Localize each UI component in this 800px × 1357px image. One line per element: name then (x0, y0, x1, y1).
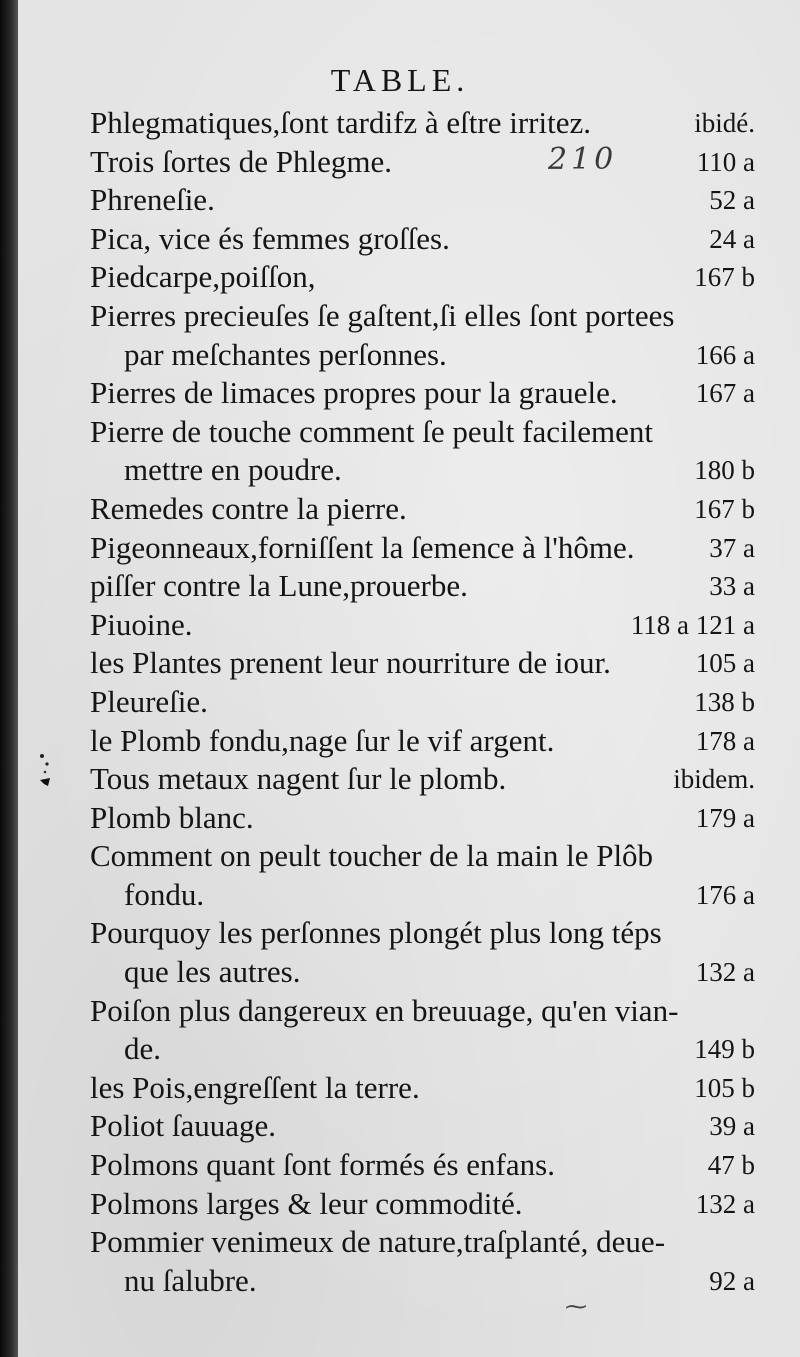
index-entry-continuation-line (90, 1030, 755, 1069)
margin-ink-mark-icon (36, 750, 54, 800)
index-entry-line (90, 490, 755, 529)
index-entry (90, 1069, 755, 1108)
index-entry-line (90, 1107, 755, 1146)
index-entry-line (90, 644, 755, 683)
index-entry-continuation-line (90, 1262, 755, 1301)
index-entry-line (90, 258, 755, 297)
index-entry-line (90, 220, 755, 259)
index-entry (90, 220, 755, 259)
index-entry-line (90, 837, 755, 876)
page-reference: 176 a (695, 879, 755, 910)
entry-text: Pourquoy les perſonnes plongét plus long téps (90, 915, 662, 951)
page-reference: 110 a (696, 146, 755, 177)
entry-text: mettre en poudre. (124, 452, 342, 488)
index-entry-line (90, 1069, 755, 1108)
page-reference: 179 a (695, 802, 755, 833)
index-entry-continuation-line (90, 876, 755, 915)
entry-text: Pleureſie. (90, 683, 208, 719)
entry-text: par meſchantes perſonnes. (124, 336, 447, 372)
index-entry-line (90, 374, 755, 413)
index-entry (90, 722, 755, 761)
entry-text: Phlegmatiques,ſont tardifz à eſtre irritez. (90, 105, 591, 140)
entry-text: Pierre de touche comment ſe peult facilement (90, 413, 653, 449)
entry-text: les Plantes prenent leur nourriture de iour. (90, 645, 611, 681)
entry-text: Tous metaux nagent ſur le plomb. (90, 761, 507, 797)
entry-text: Pigeonneaux,forniſſent la ſemence à l'hôme. (90, 529, 635, 565)
entry-text: Pierres precieuſes ſe gaſtent,ſi elles ſont portees (90, 297, 675, 333)
entry-text: Comment on peult toucher de la main le Plôb (90, 838, 654, 874)
entry-text: Piedcarpe,poiſſon, (90, 259, 316, 295)
index-entry (90, 1223, 755, 1300)
page-reference: ibidem. (673, 764, 755, 795)
entry-text: de. (124, 1031, 162, 1067)
index-entry-line (90, 606, 755, 645)
index-entry (90, 992, 755, 1069)
index-entry (90, 644, 755, 683)
index-entry-list (90, 104, 755, 1300)
handwritten-note: 210 (548, 142, 618, 177)
entry-text: Phreneſie. (90, 182, 215, 218)
entry-text: Polmons larges & leur commodité. (90, 1185, 523, 1221)
entry-text: nu ſalubre. (124, 1262, 257, 1298)
entry-text: Remedes contre la pierre. (90, 490, 407, 526)
page-reference: 167 b (694, 493, 755, 524)
index-entry (90, 760, 755, 799)
page-reference: 105 a (695, 648, 755, 679)
entry-text: Piuoine. (90, 606, 193, 642)
index-entry-line (90, 181, 755, 220)
index-entry-line (90, 722, 755, 761)
index-entry-line (90, 1223, 755, 1262)
index-entry (90, 1185, 755, 1224)
index-entry-line (90, 683, 755, 722)
entry-text: Trois ſortes de Phlegme. (90, 143, 392, 179)
index-entry-line (90, 143, 755, 182)
index-entry-continuation-line (90, 336, 755, 375)
footer-catchmark: ⁓ (565, 1295, 587, 1320)
page-reference: 132 a (695, 957, 755, 988)
page-reference: 52 a (709, 185, 755, 216)
index-entry-line (90, 992, 755, 1031)
index-entry-line (90, 529, 755, 568)
index-entry-line (90, 297, 755, 336)
index-entry (90, 837, 755, 914)
entry-text: Plomb blanc. (90, 799, 254, 835)
index-entry (90, 1107, 755, 1146)
page-reference: 149 b (694, 1034, 755, 1065)
page-reference: 92 a (709, 1265, 755, 1296)
index-entry (90, 104, 755, 143)
index-entry (90, 143, 755, 182)
page-reference: 47 b (707, 1150, 755, 1181)
entry-text: Polmons quant ſont formés és enfans. (90, 1147, 555, 1183)
page-reference: ibidé. (694, 108, 755, 138)
index-entry-continuation-line (90, 451, 755, 490)
index-entry-line (90, 1146, 755, 1185)
entry-text: Pica, vice és femmes groſſes. (90, 220, 450, 256)
index-entry-line (90, 760, 755, 799)
index-entry (90, 799, 755, 838)
index-entry (90, 413, 755, 490)
entry-text: que les autres. (124, 954, 301, 990)
page-reference: 138 b (694, 686, 755, 717)
book-spine-shadow (0, 0, 18, 1357)
index-entry (90, 1146, 755, 1185)
entry-text: fondu. (124, 876, 205, 912)
entry-text: Poiſon plus dangereux en breuuage, qu'en vian- (90, 992, 679, 1028)
index-entry-line (90, 104, 755, 143)
page-reference: 33 a (709, 571, 755, 602)
page-reference: 37 a (709, 532, 755, 563)
entry-text: Pommier venimeux de nature,traſplanté, deue- (90, 1224, 666, 1260)
index-entry (90, 258, 755, 297)
index-entry (90, 529, 755, 568)
entry-text: piſſer contre la Lune,prouerbe. (90, 568, 468, 604)
index-entry (90, 606, 755, 645)
index-entry-continuation-line (90, 953, 755, 992)
index-entry-line (90, 567, 755, 606)
index-entry-line (90, 914, 755, 953)
index-entry (90, 374, 755, 413)
page-reference: 24 a (709, 223, 755, 254)
index-entry-line (90, 799, 755, 838)
page-reference: 132 a (695, 1188, 755, 1219)
index-entry (90, 181, 755, 220)
index-entry-line (90, 413, 755, 452)
entry-text: Pierres de limaces propres pour la grauele. (90, 375, 618, 411)
index-entry (90, 297, 755, 374)
page-reference: 166 a (695, 339, 755, 370)
page-reference: 180 b (694, 455, 755, 486)
page-reference: 105 b (694, 1072, 755, 1103)
index-entry (90, 567, 755, 606)
index-entry (90, 914, 755, 991)
index-entry (90, 683, 755, 722)
page-reference: 167 a (695, 378, 755, 409)
page-reference: 118 a 121 a (630, 609, 755, 640)
page-reference: 39 a (709, 1111, 755, 1142)
page-title: TABLE. (330, 62, 470, 98)
index-entry-line (90, 1185, 755, 1224)
entry-text: les Pois,engreſſent la terre. (90, 1069, 420, 1105)
index-entry (90, 490, 755, 529)
entry-text: le Plomb fondu,nage ſur le vif argent. (90, 722, 555, 758)
page-reference: 167 b (694, 262, 755, 293)
page-reference: 178 a (695, 725, 755, 756)
entry-text: Poliot ſauuage. (90, 1108, 276, 1144)
